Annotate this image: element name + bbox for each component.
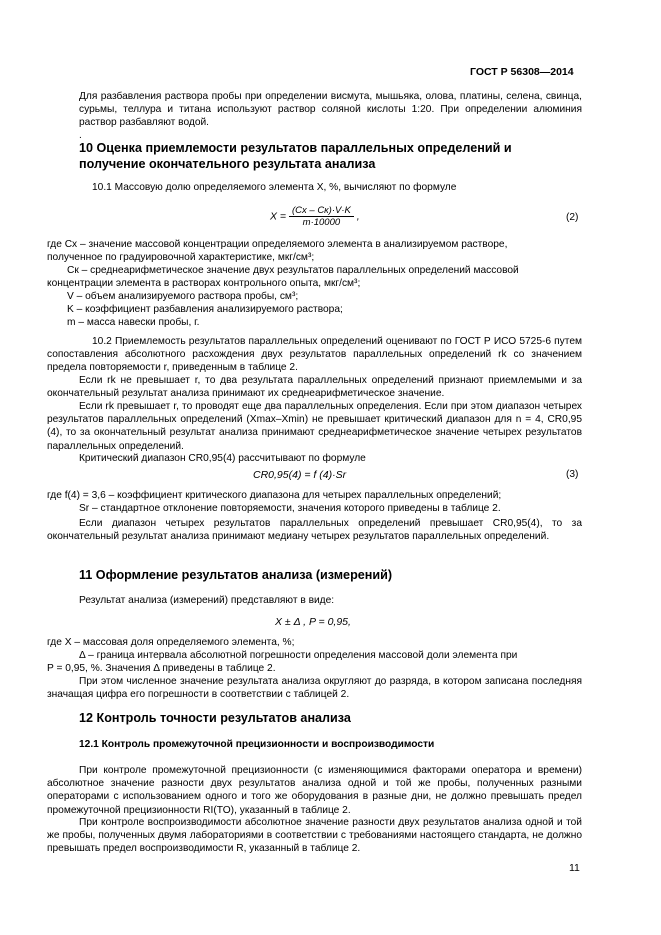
paragraph-median: Если диапазон четырех результатов параллельных определений превышает CR0,95(4), то за окончательный результат анализа принимают медиану четырех результатов параллельных определений.	[47, 518, 582, 543]
def-line: где X – массовая доля определяемого элемента, %;	[47, 637, 295, 648]
subsection-12-1-title: 12.1 Контроль промежуточной прецизионности и воспроизводимости	[79, 739, 435, 750]
equation-number-2: (2)	[566, 212, 579, 223]
def-line: концентрации элемента в растворах контрольного опыта, мкг/см³;	[47, 278, 361, 289]
def-line: Δ – граница интервала абсолютной погрешности определения массовой доли элемента при	[79, 650, 518, 661]
formula-2-numerator: (Cx – Cк)·V·K	[289, 205, 354, 217]
section-10-title-line2: получение окончательного результата анализа	[79, 157, 376, 171]
def-line: V – объем анализируемого раствора пробы, см³;	[67, 291, 299, 302]
def-line: m – масса навески пробы, г.	[67, 317, 200, 328]
document-header: ГОСТ Р 56308—2014	[470, 66, 574, 78]
def-line: где f(4) = 3,6 – коэффициент критического диапазона для четырех параллельных определений;	[47, 490, 502, 501]
paragraph-rk-le-r: Если rk не превышает r, то два результата параллельных определений признают приемлемыми и за окончательный результат анализа принимают их среднеарифметическое значение.	[47, 375, 582, 400]
stray-dot: .	[79, 130, 82, 141]
def-line: Sr – стандартное отклонение повторяемости, значения которого приведены в таблице 2.	[79, 503, 501, 514]
paragraph-12-1-b: При контроле воспроизводимости абсолютное значение разности двух результатов анализа одной и той же пробы, полученных двумя лабораториями в соответствии с требованиями настоящего стандарта, не должно превышать предел воспроизводимости R, указанный в таблице 2.	[47, 817, 582, 855]
paragraph-12-1-a: При контроле промежуточной прецизионности (с изменяющимися факторами оператора и времени) абсолютное значение разности двух результатов анализа одной и той же пробы, полученных разными операторами с использованием одного и того же оборудования в разные дни, не должно превышать предел промежуточной прецизионности RI(TO), указанный в таблице 2.	[47, 765, 582, 816]
def-line: P = 0,95, %. Значения Δ приведены в таблице 2.	[47, 663, 276, 674]
paragraph-10-1: 10.1 Массовую долю определяемого элемента X, %, вычисляют по формуле	[92, 182, 457, 193]
def-line: полученное по градуировочной характеристике, мкг/см³;	[47, 252, 315, 263]
equation-number-3: (3)	[566, 469, 579, 480]
paragraph-11-1: Результат анализа (измерений) представляют в виде:	[79, 595, 335, 606]
section-11-title: 11 Оформление результатов анализа (измерений)	[79, 568, 393, 582]
paragraph-critical-range: Критический диапазон CR0,95(4) рассчитывают по формуле	[79, 453, 366, 464]
formula-2-tail: ,	[356, 210, 360, 223]
formula-2	[270, 205, 360, 228]
def-line: K – коэффициент разбавления анализируемого раствора;	[67, 304, 343, 315]
intro-paragraph: Для разбавления раствора пробы при определении висмута, мышьяка, олова, платины, селена, свинца, сурьмы, теллура и титана используют раствор соляной кислоты 1:20. При определении алюминия раствор разбавляют водой.	[79, 91, 582, 129]
page-number: 11	[569, 862, 580, 874]
paragraph-10-2: 10.2 Приемлемость результатов параллельных определений оценивают по ГОСТ Р ИСО 5725-6 путем сопоставления абсолютного расхождения двух результатов параллельных определений rk со значением предела повторяемости r, приведенным в таблице 2.	[47, 336, 582, 374]
formula-3: CR0,95(4) = f (4)·Sr	[253, 469, 347, 481]
section-12-title: 12 Контроль точности результатов анализа	[79, 711, 351, 725]
def-line: Cк – среднеарифметическое значение двух результатов параллельных определений массовой	[67, 265, 519, 276]
section-10-title: 10 Оценка приемлемости результатов параллельных определений и	[79, 141, 512, 155]
def-line: где Cx – значение массовой концентрации определяемого элемента в анализируемом растворе,	[47, 239, 508, 250]
formula-2-fraction	[289, 205, 354, 228]
paragraph-rk-gt-r: Если rk превышает r, то проводят еще два параллельных определения. Если при этом диапазон четырех результатов параллельных определений (Xmax–Xmin) не превышает критический диапазон для n = 4, CR0,95 (4), то за окончательный результат анализа принимают среднеарифметическое значение четырех результатов параллельных определений.	[47, 401, 582, 452]
formula-2-denominator: m·10000	[302, 217, 341, 228]
formula-2-lhs: X =	[270, 210, 287, 223]
formula-result: X ± Δ , P = 0,95,	[275, 616, 351, 628]
paragraph-rounding: При этом численное значение результата анализа округляют до разряда, в котором записана последняя значащая цифра его погрешности в соответствии с таблицей 2.	[47, 676, 582, 701]
